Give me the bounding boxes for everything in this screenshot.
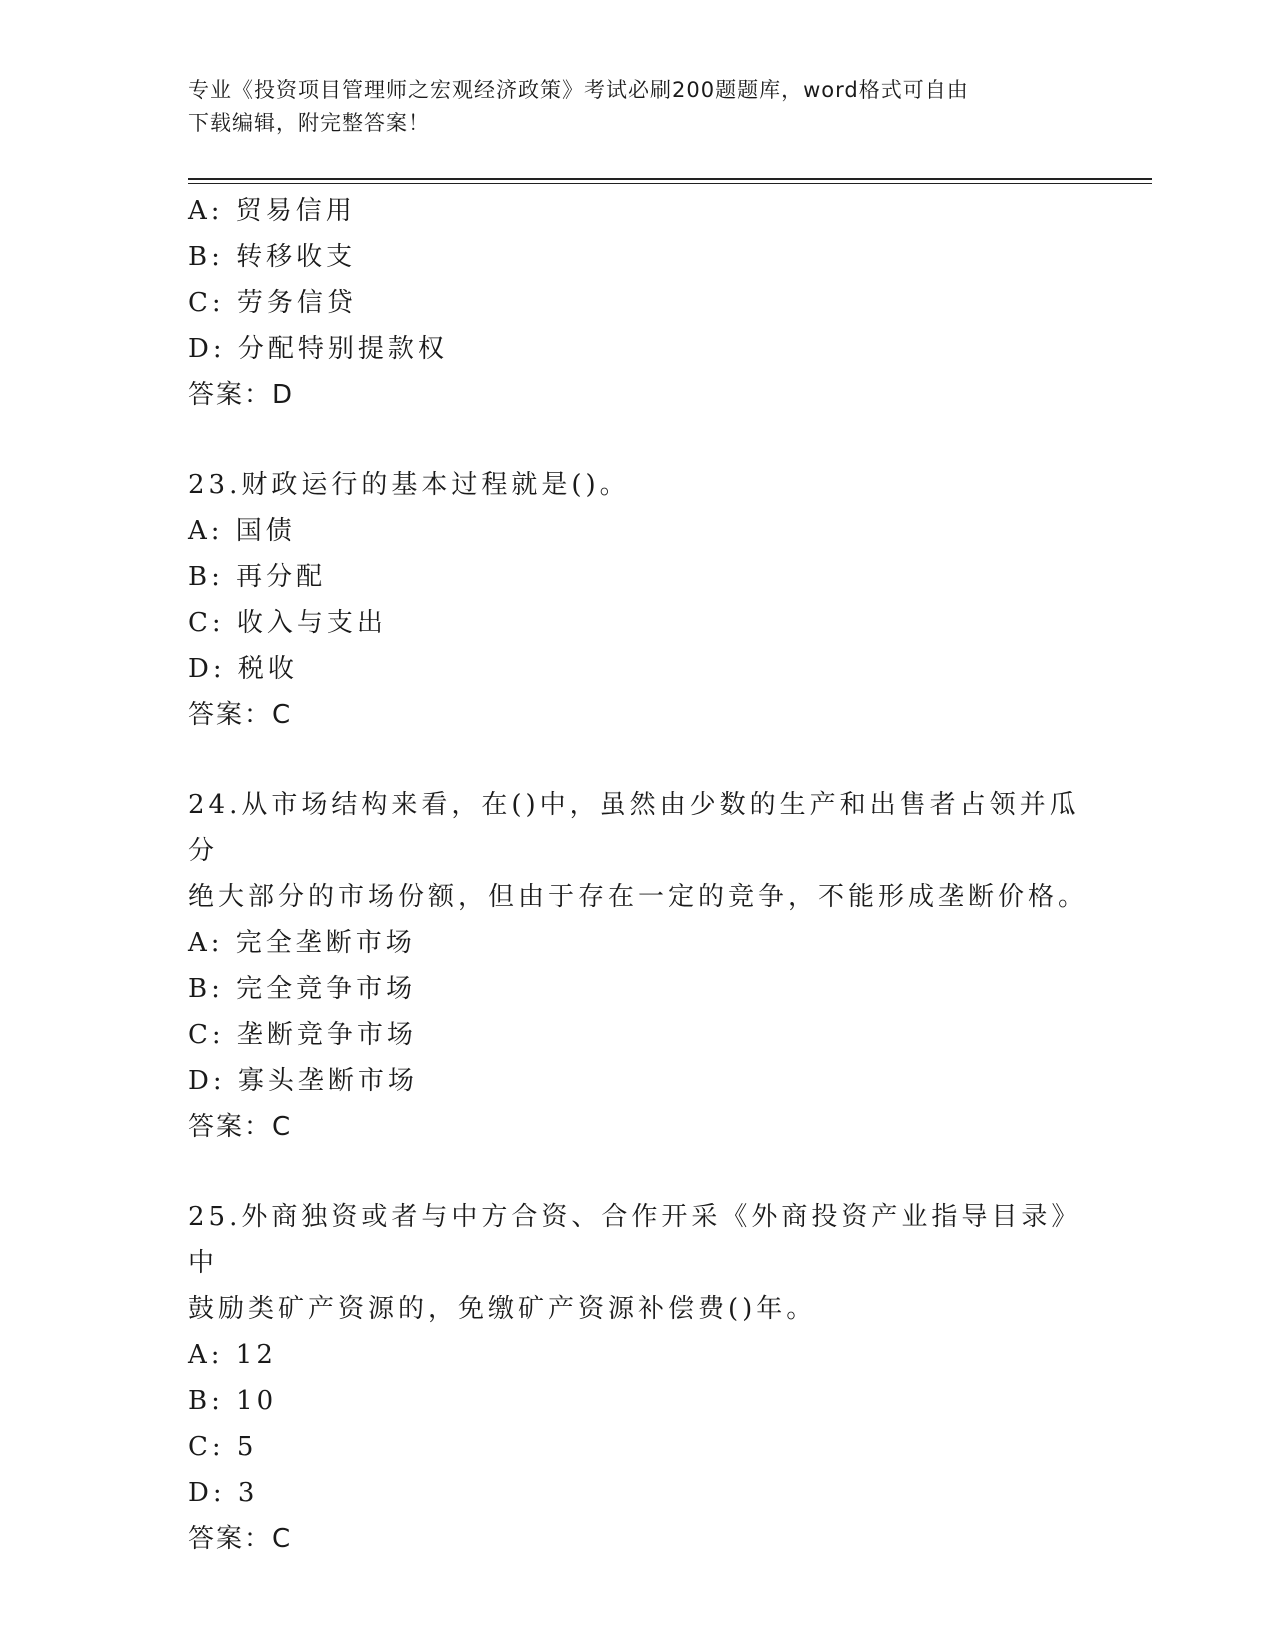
option-b: B: 完全竞争市场 xyxy=(188,974,417,1004)
header-rule-thin xyxy=(188,183,1152,184)
option-b: B: 10 xyxy=(188,1386,278,1416)
option-c: C: 垄断竞争市场 xyxy=(188,1020,417,1050)
option-a: A: 贸易信用 xyxy=(188,196,356,226)
answer: 答案：C xyxy=(188,700,293,730)
question-stem-line-1: 24.从市场结构来看，在()中，虽然由少数的生产和出售者占领并瓜分 xyxy=(188,790,1080,866)
option-c: C: 收入与支出 xyxy=(188,608,387,638)
option-a: A: 完全垄断市场 xyxy=(188,928,416,958)
question-23 xyxy=(188,462,1108,738)
question-stem-line-2: 绝大部分的市场份额，但由于存在一定的竞争，不能形成垄断价格。 xyxy=(188,882,1089,912)
option-a: A: 国债 xyxy=(188,516,296,546)
answer: 答案：C xyxy=(188,1112,293,1142)
question-22-continued xyxy=(188,188,1108,418)
question-25 xyxy=(188,1194,1108,1562)
option-d: D: 3 xyxy=(188,1478,259,1508)
option-d: D: 税收 xyxy=(188,654,298,684)
option-d: D: 寡头垄断市场 xyxy=(188,1066,418,1096)
option-b: B: 转移收支 xyxy=(188,242,357,272)
document-header xyxy=(188,74,1088,140)
option-c: C: 5 xyxy=(188,1432,258,1462)
option-c: C: 劳务信贷 xyxy=(188,288,357,318)
answer: 答案：C xyxy=(188,1524,293,1554)
question-content xyxy=(188,188,1108,1562)
question-stem: 23.财政运行的基本过程就是()。 xyxy=(188,470,630,500)
option-a: A: 12 xyxy=(188,1340,277,1370)
option-d: D: 分配特别提款权 xyxy=(188,334,448,364)
option-b: B: 再分配 xyxy=(188,562,327,592)
header-line-2: 下载编辑，附完整答案！ xyxy=(188,111,430,135)
question-24 xyxy=(188,782,1108,1150)
question-stem-line-1: 25.外商独资或者与中方合资、合作开采《外商投资产业指导目录》中 xyxy=(188,1202,1082,1278)
header-rule-thick xyxy=(188,178,1152,180)
header-line-1: 专业《投资项目管理师之宏观经济政策》考试必刷200题题库，word格式可自由 xyxy=(188,78,969,102)
question-stem-line-2: 鼓励类矿产资源的，免缴矿产资源补偿费()年。 xyxy=(188,1294,817,1324)
answer: 答案：D xyxy=(188,380,295,410)
